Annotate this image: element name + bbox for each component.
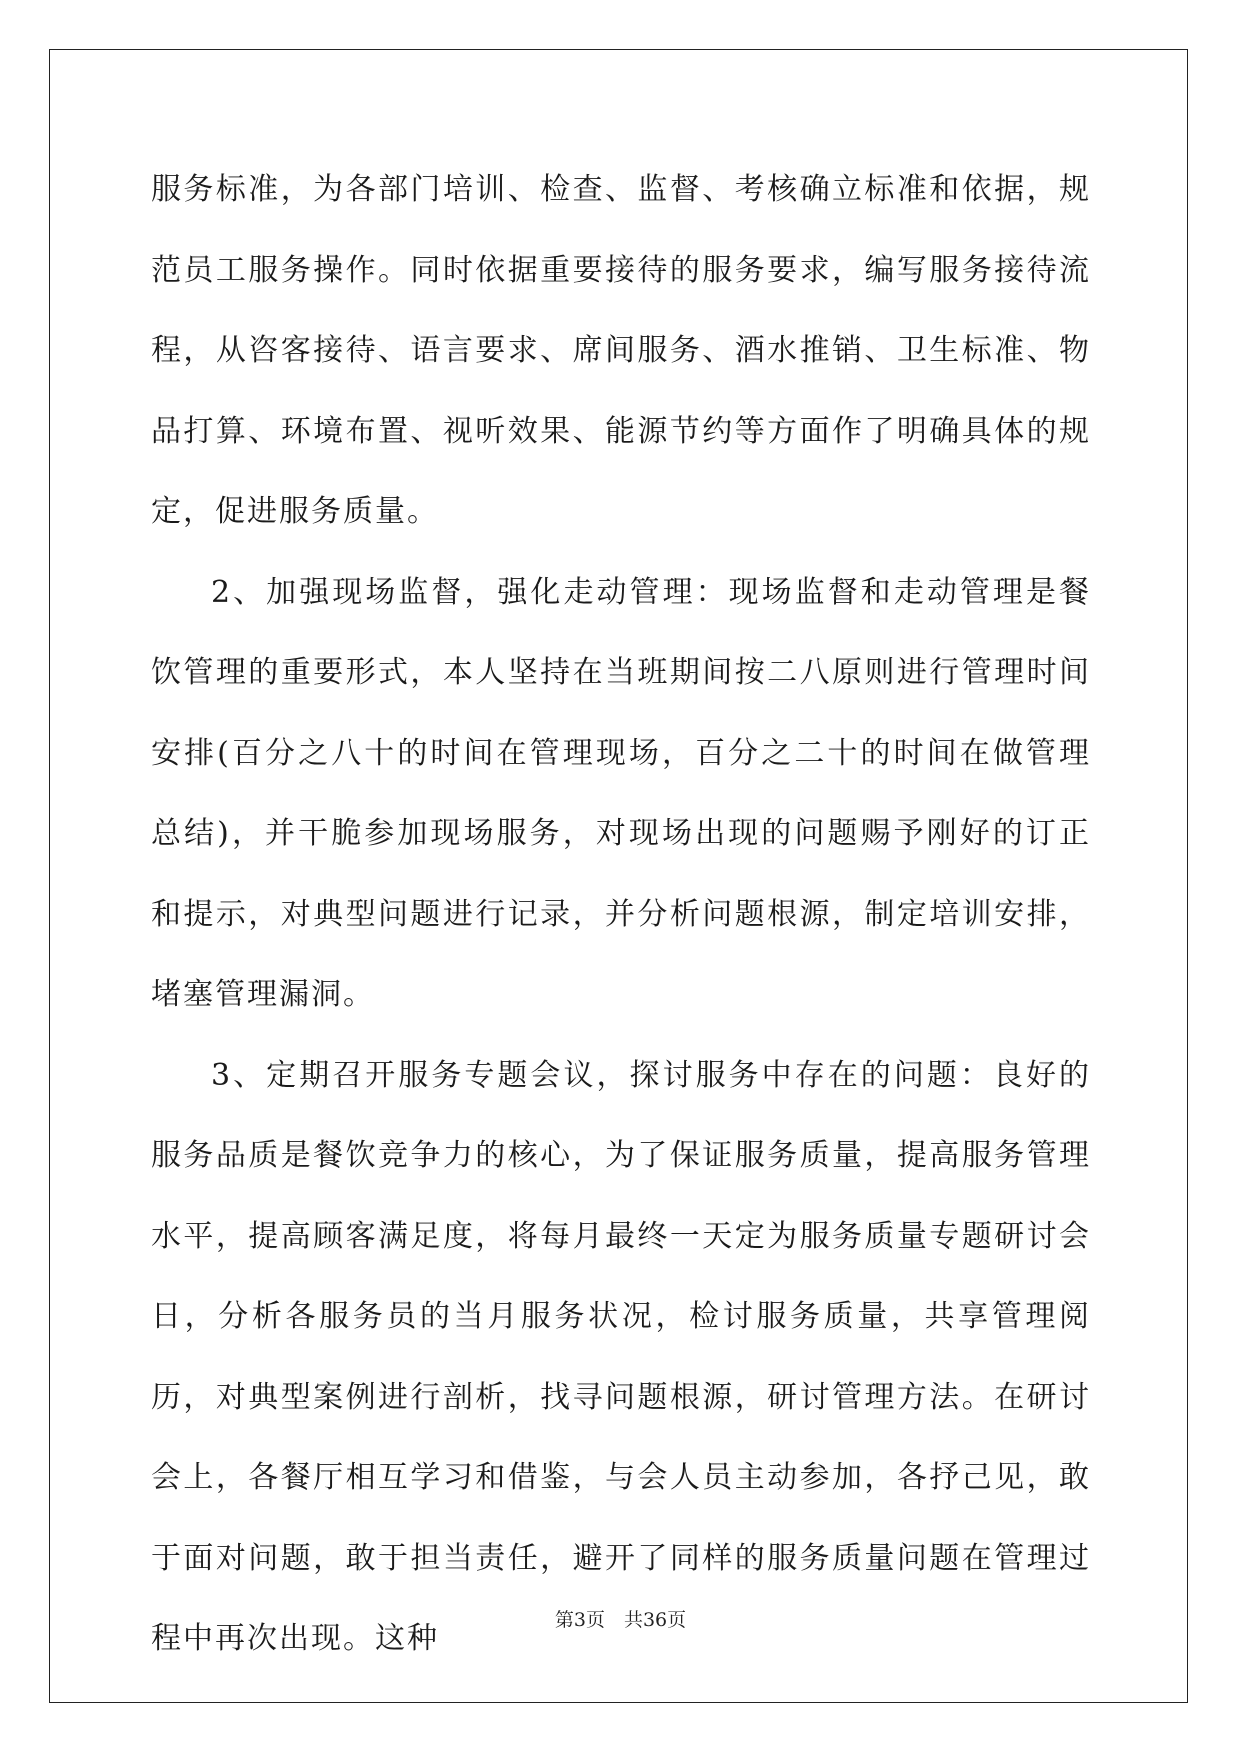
- page-number-footer: 第3页 共36页: [554, 1609, 687, 1631]
- document-body: [151, 150, 1091, 1680]
- paragraph-1: 服务标准，为各部门培训、检查、监督、考核确立标准和依据，规范员工服务操作。同时依据重要接待的服务要求，编写服务接待流程，从咨客接待、语言要求、席间服务、酒水推销、卫生标准、物品打算、环境布置、视听效果、能源节约等方面作了明确具体的规定，促进服务质量。: [151, 172, 1091, 529]
- paragraph-2: 2、加强现场监督，强化走动管理：现场监督和走动管理是餐饮管理的重要形式，本人坚持在当班期间按二八原则进行管理时间安排(百分之八十的时间在管理现场，百分之二十的时间在做管理总结)，并干脆参加现场服务，对现场出现的问题赐予刚好的订正和提示，对典型问题进行记录，并分析问题根源，制定培训安排，堵塞管理漏洞。: [151, 574, 1091, 1012]
- paragraph-3: 3、定期召开服务专题会议，探讨服务中存在的问题：良好的服务品质是餐饮竞争力的核心，为了保证服务质量，提高服务管理水平，提高顾客满足度，将每月最终一天定为服务质量专题研讨会日，分析各服务员的当月服务状况，检讨服务质量，共享管理阅历，对典型案例进行剖析，找寻问题根源，研讨管理方法。在研讨会上，各餐厅相互学习和借鉴，与会人员主动参加，各抒己见，敢于面对问题，敢于担当责任，避开了同样的服务质量问题在管理过程中再次出现。这种: [151, 1057, 1091, 1656]
